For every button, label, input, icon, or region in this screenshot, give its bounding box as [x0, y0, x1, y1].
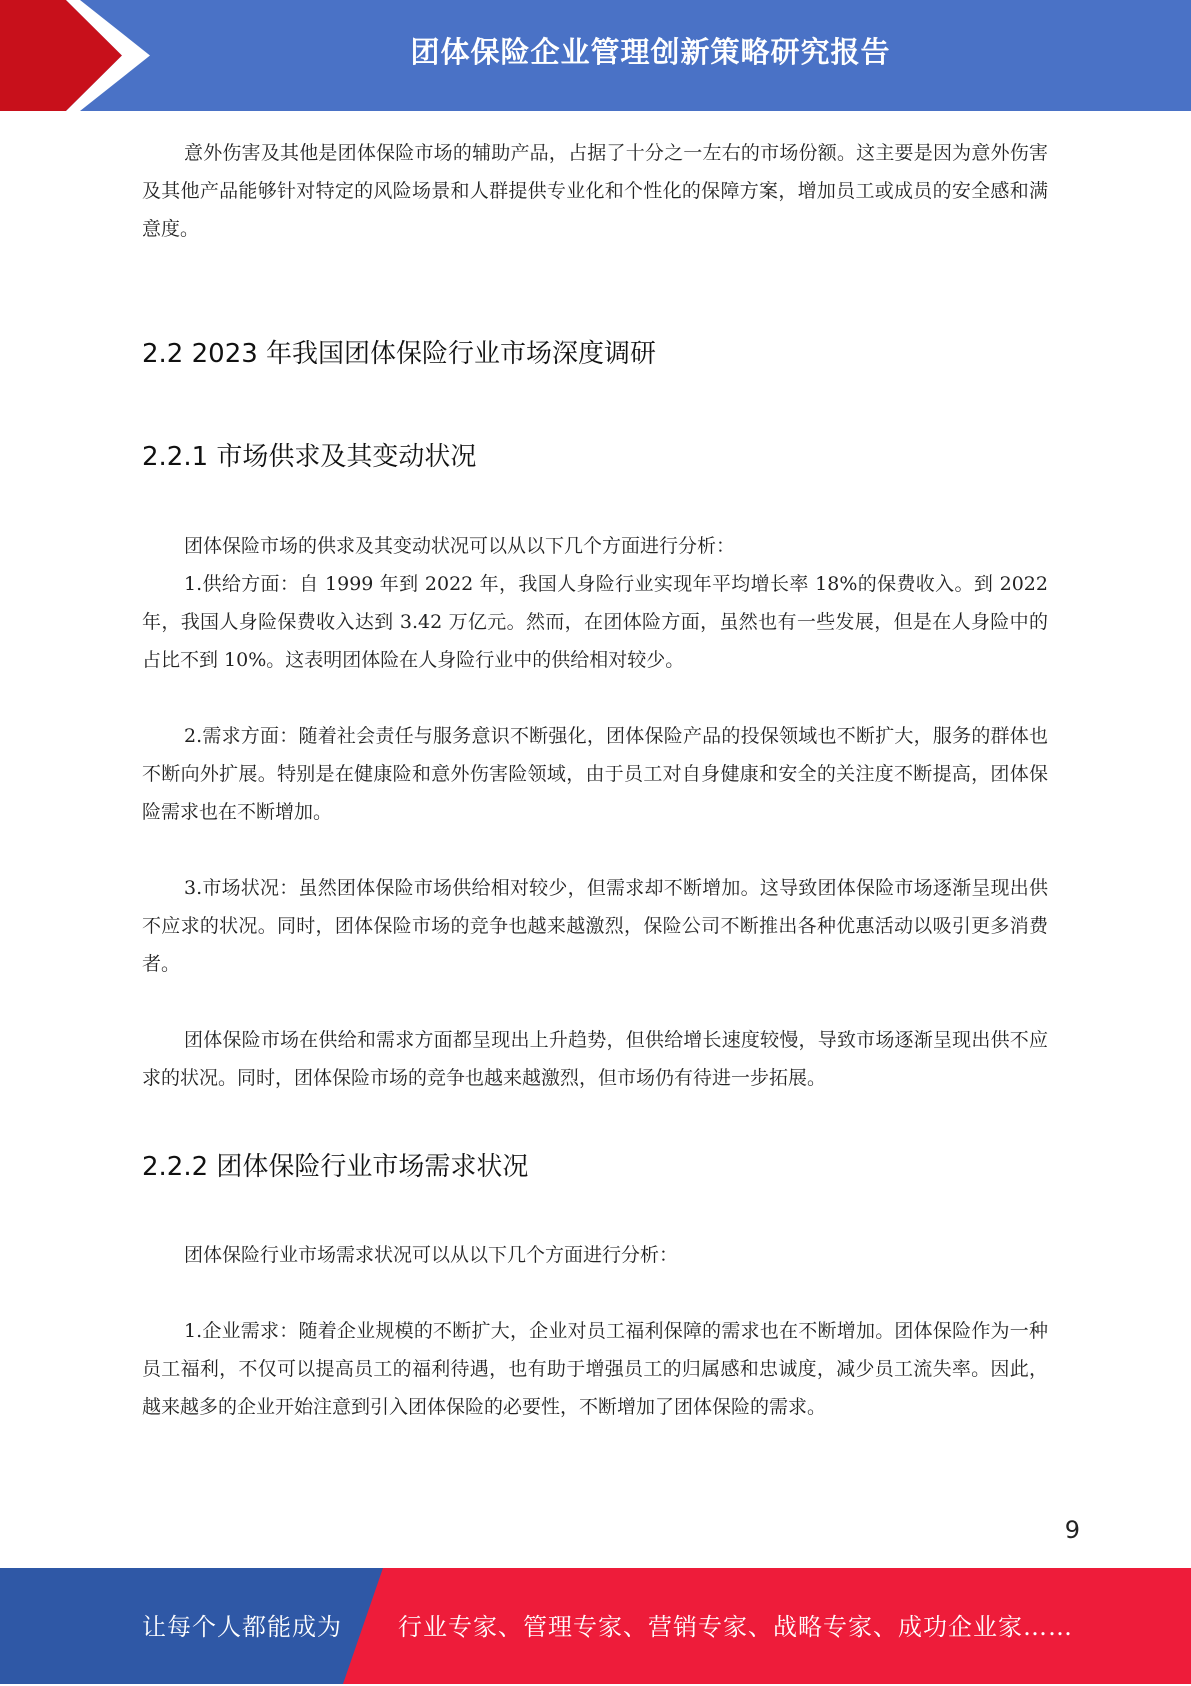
paragraph-2-2-2-intro: 团体保险行业市场需求状况可以从以下几个方面进行分析：	[184, 1244, 679, 1266]
section-heading-2-2: 2.2 2023 年我国团体保险行业市场深度调研	[142, 339, 657, 369]
page-number: 9	[1064, 1516, 1080, 1544]
header-arrow-decoration	[0, 0, 160, 111]
paragraph-summary: 团体保险市场在供给和需求方面都呈现出上升趋势，但供给增长速度较慢，导致市场逐渐呈现出供不应求的状况。同时，团体保险市场的竞争也越来越激烈，但市场仍有待进一步拓展。	[142, 1029, 1048, 1089]
paragraph-market-status: 3.市场状况：虽然团体保险市场供给相对较少，但需求却不断增加。这导致团体保险市场逐渐呈现出供不应求的状况。同时，团体保险市场的竞争也越来越激烈，保险公司不断推出各种优惠活动以吸引更多消费者。	[142, 877, 1048, 975]
paragraph-2-2-1-intro: 团体保险市场的供求及其变动状况可以从以下几个方面进行分析：	[184, 535, 736, 557]
paragraph-enterprise-demand: 1.企业需求：随着企业规模的不断扩大，企业对员工福利保障的需求也在不断增加。团体保险作为一种员工福利，不仅可以提高员工的福利待遇，也有助于增强员工的归属感和忠诚度，减少员工流失率。因此，越来越多的企业开始注意到引入团体保险的必要性，不断增加了团体保险的需求。	[142, 1320, 1048, 1418]
footer-slogan-right: 行业专家、管理专家、营销专家、战略专家、成功企业家……	[398, 1613, 1073, 1641]
footer-slogan-left: 让每个人都能成为	[142, 1613, 342, 1641]
intro-paragraph: 意外伤害及其他是团体保险市场的辅助产品，占据了十分之一左右的市场份额。这主要是因为意外伤害及其他产品能够针对特定的风险场景和人群提供专业化和个性化的保障方案，增加员工或成员的安全感和满意度。	[142, 142, 1048, 240]
section-heading-2-2-1: 2.2.1 市场供求及其变动状况	[142, 442, 477, 472]
paragraph-supply: 1.供给方面：自 1999 年到 2022 年，我国人身险行业实现年平均增长率 18%的保费收入。到 2022 年，我国人身险保费收入达到 3.42 万亿元。然而，在团体险方面，虽然也有一些发展，但是在人身险中的占比不到 10%。这表明团体险在人身险行业中的供给相对较少。	[142, 573, 1048, 671]
document-title: 团体保险企业管理创新策略研究报告	[410, 35, 891, 69]
paragraph-demand: 2.需求方面：随着社会责任与服务意识不断强化，团体保险产品的投保领域也不断扩大，服务的群体也不断向外扩展。特别是在健康险和意外伤害险领域，由于员工对自身健康和安全的关注度不断提高，团体保险需求也在不断增加。	[142, 725, 1048, 823]
header-banner	[0, 0, 1191, 111]
section-heading-2-2-2: 2.2.2 团体保险行业市场需求状况	[142, 1152, 529, 1182]
footer-banner	[0, 1568, 1191, 1684]
